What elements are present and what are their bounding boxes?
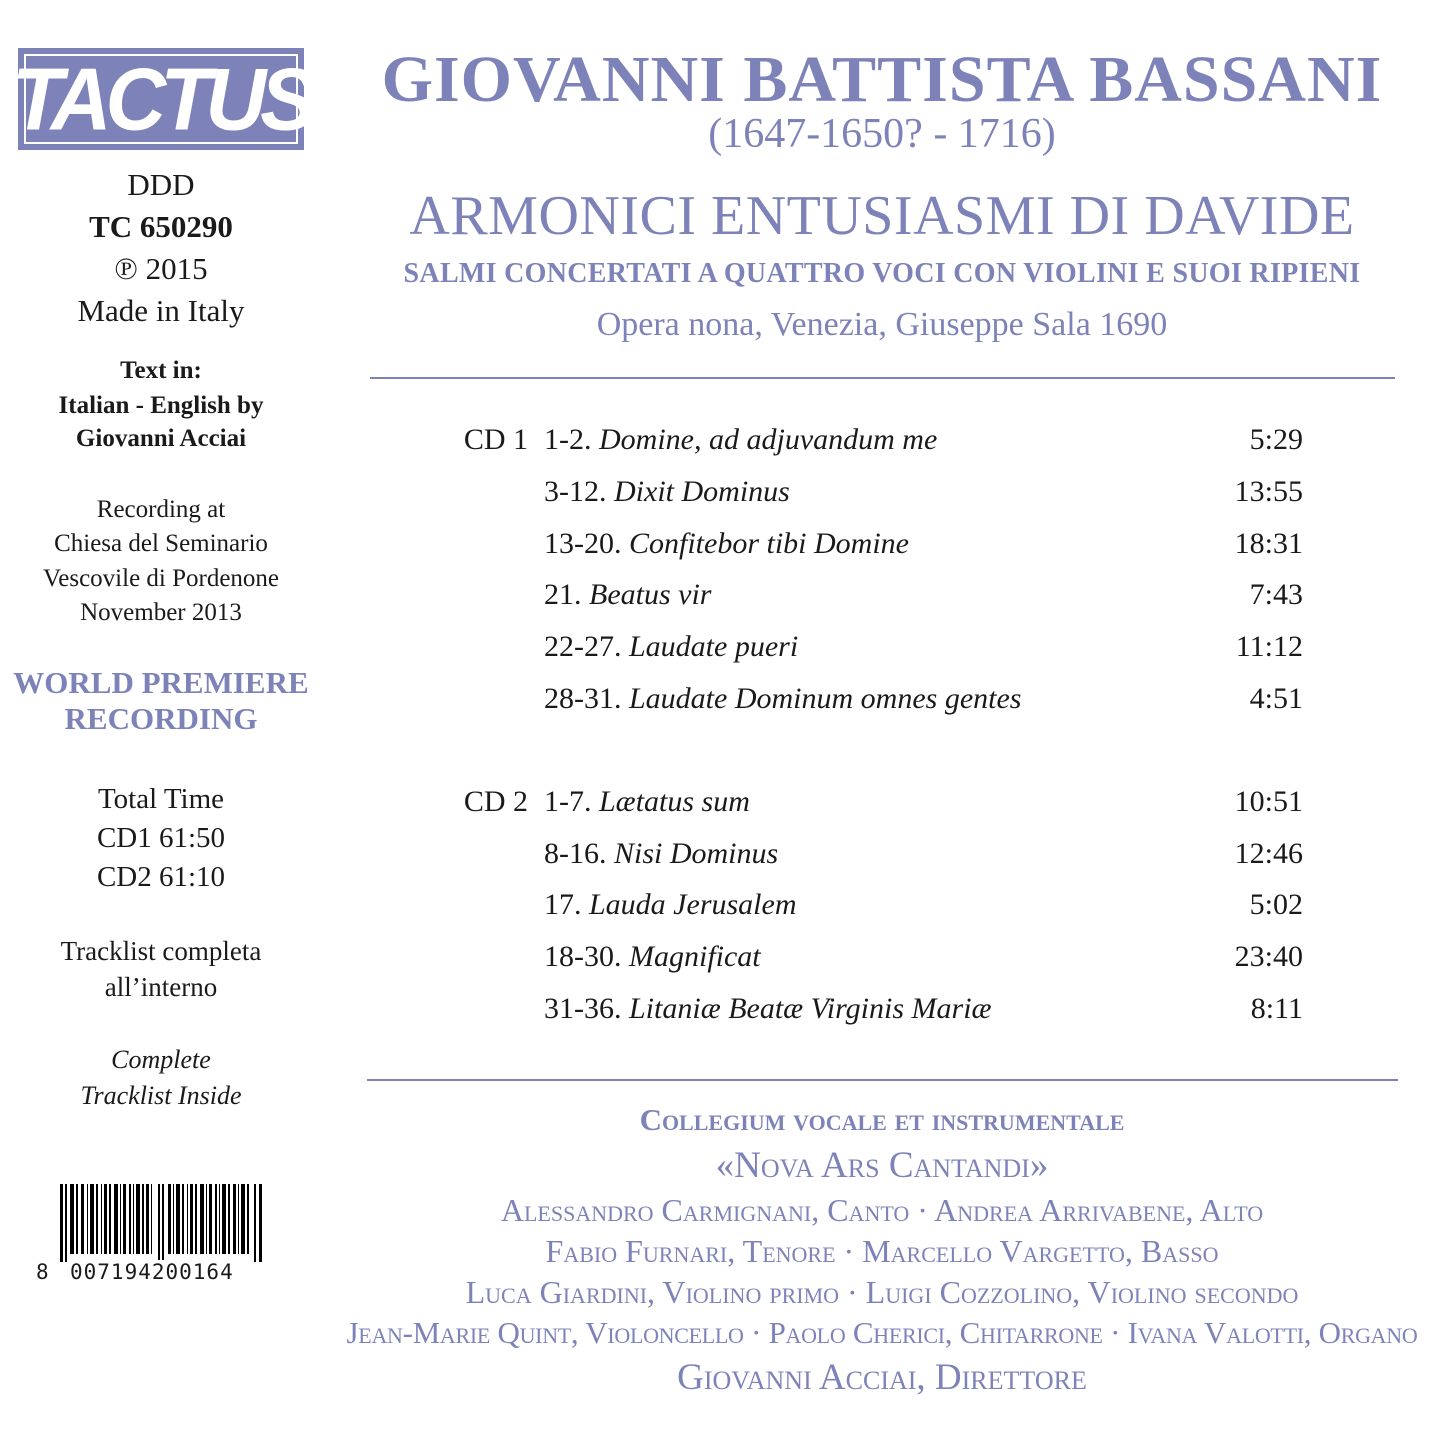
track-duration: 4:51 xyxy=(1249,682,1303,715)
track-title: Lætatus sum xyxy=(599,785,750,818)
track-entry xyxy=(544,578,711,612)
track-entry xyxy=(544,837,778,871)
recording-line: Recording at xyxy=(96,496,226,523)
album-subtitle: SALMI CONCERTATI A QUATTRO VOCI CON VIOLINI E SUOI RIPIENI xyxy=(403,258,1361,289)
tracklist-note-en: Tracklist Inside xyxy=(80,1081,242,1110)
track-entry xyxy=(544,630,798,664)
track-entry xyxy=(544,423,937,457)
performers-line: Alessandro Carmignani, Canto · Andrea Arrivabene, Alto xyxy=(500,1192,1264,1228)
text-in-heading: Text in: xyxy=(120,357,202,384)
track-duration: 23:40 xyxy=(1234,940,1303,973)
track-title: Confitebor tibi Domine xyxy=(629,527,909,560)
track-number: 1-2. xyxy=(544,423,592,456)
track-title: Beatus vir xyxy=(589,578,712,611)
track-title: Litaniæ Beatæ Virginis Mariæ xyxy=(629,992,992,1025)
opus-info: Opera nona, Venezia, Giuseppe Sala 1690 xyxy=(596,306,1168,343)
barcode xyxy=(36,1184,266,1284)
recording-line: November 2013 xyxy=(80,599,242,626)
track-number: 18-30. xyxy=(544,940,622,973)
track-title: Dixit Dominus xyxy=(614,475,790,508)
cd-label: CD 2 xyxy=(463,785,528,818)
barcode-first-digit: 8 xyxy=(36,1260,50,1284)
total-time-cd1: CD1 61:50 xyxy=(96,822,226,854)
track-number: 1-7. xyxy=(544,785,592,818)
track-entry xyxy=(544,475,790,509)
track-title: Laudate Dominum omnes gentes xyxy=(629,682,1022,715)
recording-line: Vescovile di Pordenone xyxy=(42,565,280,592)
ensemble-title: «Nova Ars Cantandi» xyxy=(715,1145,1049,1186)
format-label: DDD xyxy=(127,167,195,202)
track-title: Domine, ad adjuvandum me xyxy=(599,423,938,456)
track-entry xyxy=(544,785,750,819)
tracklist-note-en: Complete xyxy=(111,1045,211,1074)
divider xyxy=(370,377,1395,379)
track-number: 13-20. xyxy=(544,527,622,560)
track-entry xyxy=(544,527,909,561)
track-duration: 5:02 xyxy=(1249,888,1303,921)
barcode-bars xyxy=(60,1184,266,1262)
track-entry xyxy=(544,682,1021,716)
composer-dates: (1647-1650? - 1716) xyxy=(708,111,1056,157)
total-time-heading: Total Time xyxy=(97,783,225,815)
catalog-number: TC 650290 xyxy=(89,209,233,244)
performers-line: Jean-Marie Quint, Violoncello · Paolo Cherici, Chitarrone · Ivana Valotti, Organo xyxy=(346,1315,1418,1350)
divider xyxy=(367,1079,1398,1081)
track-duration: 8:11 xyxy=(1250,992,1303,1025)
track-title: Laudate pueri xyxy=(629,630,799,663)
track-number: 28-31. xyxy=(544,682,622,715)
performers-line: Fabio Furnari, Tenore · Marcello Vargetto, Basso xyxy=(545,1233,1219,1269)
track-duration: 12:46 xyxy=(1234,837,1303,870)
tactus-logo: TACTUS xyxy=(18,48,304,150)
director-credit: Giovanni Acciai, Direttore xyxy=(677,1357,1087,1398)
track-title: Lauda Jerusalem xyxy=(589,888,797,921)
album-title: ARMONICI ENTUSIASMI DI DAVIDE xyxy=(409,185,1355,247)
total-time-cd2: CD2 61:10 xyxy=(96,861,226,893)
text-in-languages: Italian - English by xyxy=(58,392,264,419)
copyright-year: ℗ 2015 xyxy=(114,251,208,286)
track-duration: 7:43 xyxy=(1249,578,1303,611)
track-entry xyxy=(544,888,796,922)
track-duration: 18:31 xyxy=(1234,527,1303,560)
made-in-label: Made in Italy xyxy=(77,293,245,328)
recording-line: Chiesa del Seminario xyxy=(54,530,268,557)
tracklist-note-it: all’interno xyxy=(104,972,218,1002)
track-title: Nisi Dominus xyxy=(614,837,779,870)
track-duration: 13:55 xyxy=(1234,475,1303,508)
track-title: Magnificat xyxy=(629,940,761,973)
track-number: 17. xyxy=(544,888,582,921)
ensemble-name: Collegium vocale et instrumentale xyxy=(639,1102,1125,1137)
performers-line: Luca Giardini, Violino primo · Luigi Cozzolino, Violino secondo xyxy=(465,1274,1299,1310)
track-number: 3-12. xyxy=(544,475,607,508)
track-entry xyxy=(544,940,761,974)
composer-name: GIOVANNI BATTISTA BASSANI xyxy=(381,43,1383,116)
track-number: 22-27. xyxy=(544,630,622,663)
world-premiere-label: RECORDING xyxy=(64,701,258,736)
text-in-translator: Giovanni Acciai xyxy=(75,425,247,452)
tracklist-note-it: Tracklist completa xyxy=(60,936,262,966)
world-premiere-label: WORLD PREMIERE xyxy=(13,665,309,700)
track-number: 8-16. xyxy=(544,837,607,870)
barcode-digits: 007194200164 xyxy=(70,1260,234,1284)
track-number: 31-36. xyxy=(544,992,622,1025)
track-duration: 5:29 xyxy=(1249,423,1303,456)
track-duration: 10:51 xyxy=(1234,785,1303,818)
track-entry xyxy=(544,992,992,1026)
track-number: 21. xyxy=(544,578,582,611)
track-duration: 11:12 xyxy=(1235,630,1303,663)
cd-label: CD 1 xyxy=(463,423,528,456)
